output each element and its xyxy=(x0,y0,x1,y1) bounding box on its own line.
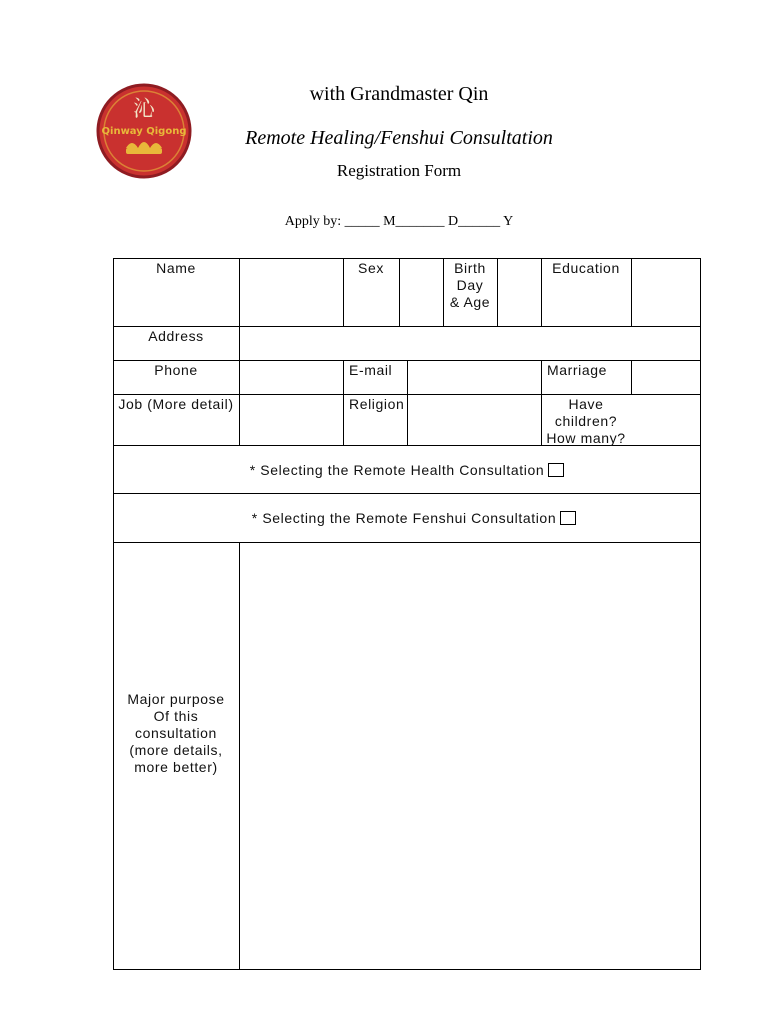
apply-by-line: Apply by: _____ M_______ D______ Y xyxy=(284,214,514,229)
label-email: E-mail xyxy=(349,362,393,378)
label-sex: Sex xyxy=(358,260,384,276)
label-have-children: Have children? How many? xyxy=(546,396,626,446)
label-birth-day-age: Birth Day & Age xyxy=(449,260,491,310)
label-religion: Religion xyxy=(349,396,405,412)
option-remote-fenshui xyxy=(113,510,715,527)
label-job: Job (More detail) xyxy=(118,396,234,412)
svg-text:沁: 沁 xyxy=(132,97,156,122)
field-job[interactable] xyxy=(240,395,343,445)
field-religion[interactable] xyxy=(408,395,541,445)
label-name: Name xyxy=(156,260,196,276)
option-remote-fenshui-label: * Selecting the Remote Fenshui Consultation xyxy=(251,510,557,526)
title-registration-form: Registration Form xyxy=(336,161,462,180)
label-education: Education xyxy=(552,260,620,276)
svg-text:Qinway Qigong: Qinway Qigong xyxy=(101,126,187,137)
field-name[interactable] xyxy=(240,259,343,326)
field-marriage[interactable] xyxy=(632,361,700,394)
field-education[interactable] xyxy=(632,259,700,326)
field-major-purpose[interactable] xyxy=(240,543,700,969)
option-remote-health xyxy=(113,462,701,479)
option-remote-health-label: * Selecting the Remote Health Consultation xyxy=(249,462,545,478)
label-major-purpose: Major purpose Of this consultation (more details, more better) xyxy=(127,691,225,775)
label-address: Address xyxy=(148,328,204,344)
checkbox-remote-fenshui[interactable] xyxy=(560,511,576,525)
title-remote-healing: Remote Healing/Fenshui Consultation xyxy=(245,127,553,149)
title-with-grandmaster: with Grandmaster Qin xyxy=(309,83,489,105)
label-marriage: Marriage xyxy=(547,362,608,378)
label-phone: Phone xyxy=(154,362,198,378)
field-phone[interactable] xyxy=(240,361,343,394)
field-email[interactable] xyxy=(408,361,541,394)
field-address[interactable] xyxy=(240,327,700,360)
field-birth-day-age[interactable] xyxy=(498,259,541,326)
checkbox-remote-health[interactable] xyxy=(548,463,564,477)
field-sex[interactable] xyxy=(400,259,443,326)
